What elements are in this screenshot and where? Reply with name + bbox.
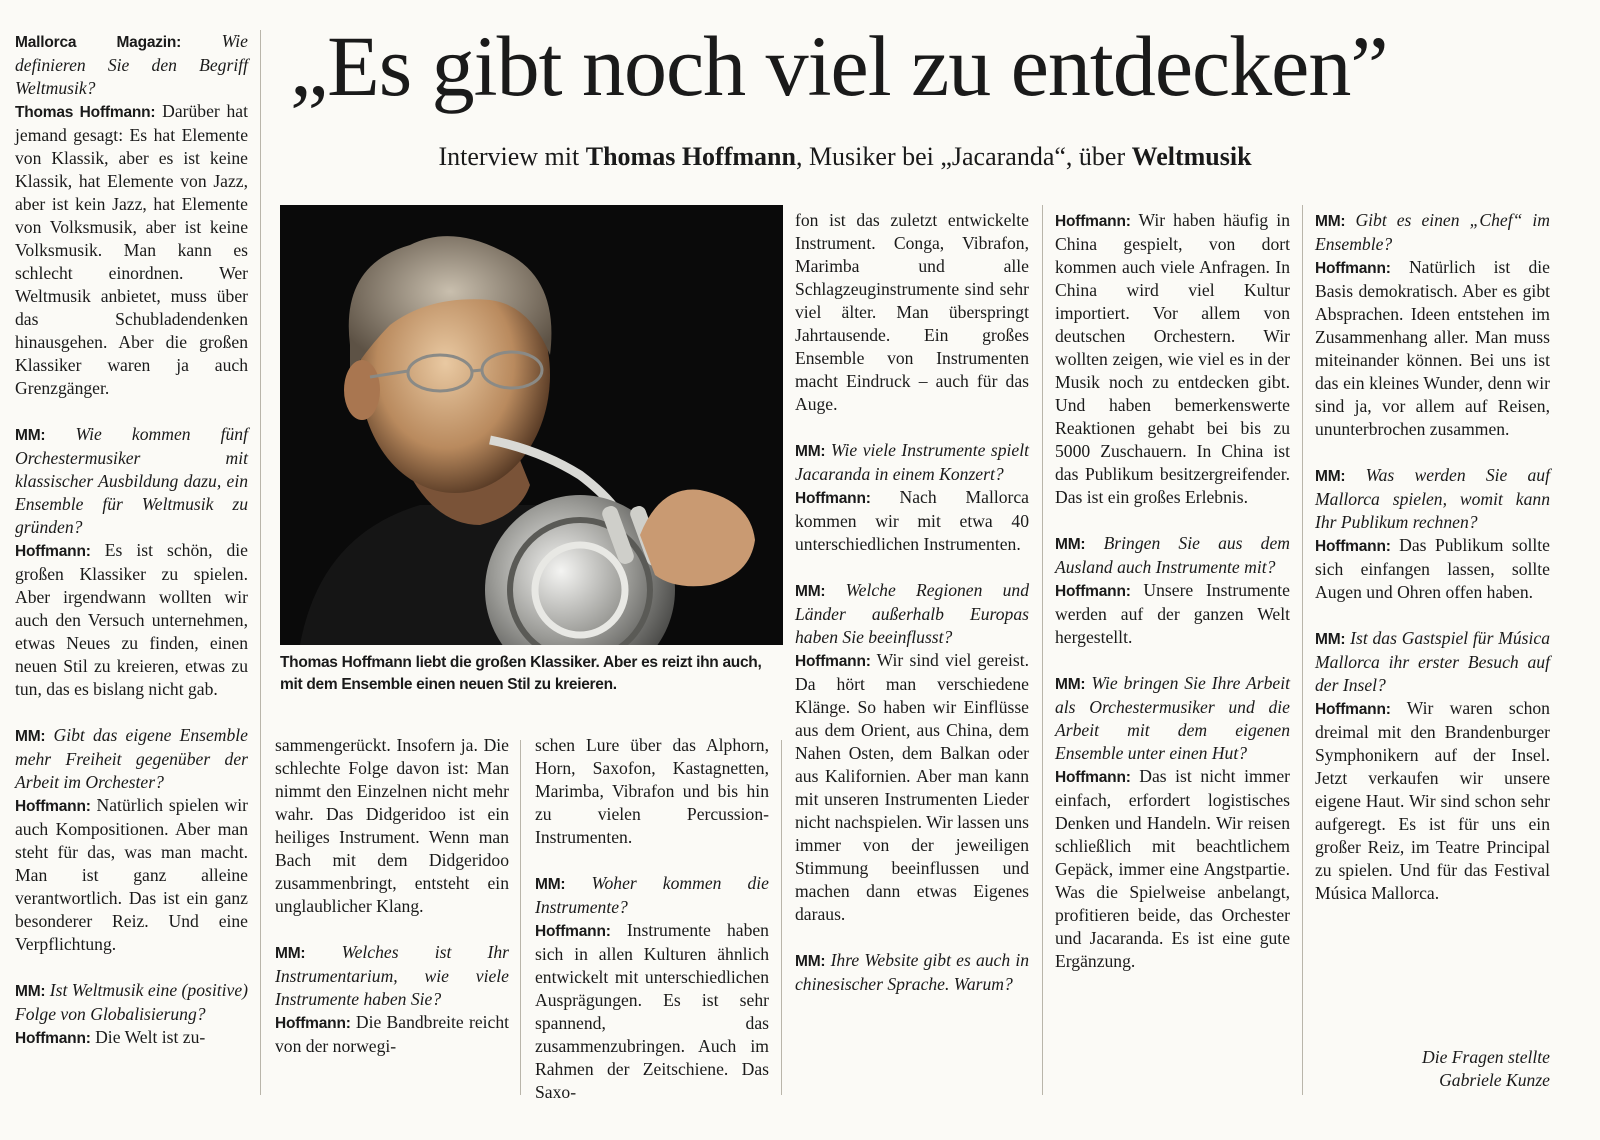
interview-answer [1315,697,1550,905]
paragraph-text: Wie definieren Sie den Begriff Weltmusik? [15,31,248,98]
text-column-3 [535,734,769,1104]
interview-answer [1055,765,1290,973]
speaker-label: Hoffmann: [1055,583,1131,600]
text-column-4 [795,209,1029,996]
paragraph-gap [275,918,509,941]
text-column-2 [275,734,509,1058]
paragraph-gap [1055,509,1290,532]
paragraph-text: Ihre Website gibt es auch in chinesischer Sprache. Warum? [795,950,1030,994]
column-rule [260,30,261,1095]
paragraph-text: Was werden Sie auf Mallorca spielen, womit kann Ihr Publikum rechnen? [1315,465,1550,532]
byline-line-2: Gabriele Kunze [1439,1070,1550,1090]
interview-question [1315,627,1550,697]
interview-answer [275,734,509,918]
byline [1315,1046,1550,1092]
speaker-label: Hoffmann: [1315,538,1391,555]
speaker-label: Hoffmann: [15,543,91,560]
interview-answer [535,734,769,849]
paragraph-gap [535,849,769,872]
speaker-label: MM: [15,983,46,1000]
interview-question [1315,464,1550,534]
speaker-label: Hoffmann: [15,1030,91,1047]
paragraph-text: Wir sind viel gereist. Da hört man verschiedene Klänge. So haben wir Einflüsse aus dem Orient, aus China, dem Nahen Osten, dem Balkan oder aus Kalifornien. Aber man kann mit unseren Instrumenten Lieder nicht nachspielen. Wir lassen uns immer von der jeweiligen Stimmung beeinflussen und machen dann etwas Eigenes daraus. [795,650,1029,924]
paragraph-text: Gibt das eigene Ensemble mehr Freiheit gegenüber der Arbeit im Orchester? [15,725,248,792]
column-rule [1302,205,1303,1095]
interview-answer [535,919,769,1104]
paragraph-text: Gibt es einen „Chef“ im Ensemble? [1315,210,1550,254]
interview-answer [1055,209,1290,509]
paragraph-text: Wie kommen fünf Orchestermusiker mit klassischer Ausbildung dazu, ein Ensemble für Weltmusik zu gründen? [15,424,248,537]
speaker-label: Hoffmann: [795,490,871,507]
paragraph-text: schen Lure über das Alphorn, Horn, Saxofon, Kastagnetten, Marimba, Vibrafon und bis hin zu vielen Percussion-Instrumenten. [535,735,769,847]
paragraph-text: Wir haben häufig in China gespielt, von dort kommen auch viele Anfragen. In China wird viel Kultur importiert. Vor allem von deutschen Orchestern. Wir wollten zeigen, wie viel es in der Musik noch zu entdecken gibt. Und haben bemerkenswerte Reaktionen gehabt bei bis zu 5000 Zuschauern. In China ist das Publikum besitzergreifender. Das ist ein großes Erlebnis. [1055,210,1290,507]
interview-answer [15,1026,248,1050]
interview-question [15,724,248,794]
subline-pre: Interview mit [438,142,586,171]
speaker-label: MM: [1315,213,1346,230]
interview-answer [15,100,248,400]
musician-with-horn-image [280,205,783,645]
speaker-label: MM: [795,953,826,970]
paragraph-text: Instrumente haben sich in allen Kulturen ähnlich entwickelt mit unterschiedlichen Ausprägungen. Es ist sehr spannend, das zusammenzubringen. Auch im Rahmen der Zeitschiene. Das Saxo- [535,920,769,1102]
interview-question [535,872,769,919]
paragraph-gap [795,416,1029,439]
paragraph-gap [1315,604,1550,627]
paragraph-text: Wir waren schon dreimal mit den Brandenburger Symphonikern auf der Insel. Jetzt verkaufen wir unsere eigene Haut. Wir sind schon sehr aufgeregt. Es ist für uns ein großer Reiz, im Teatre Principal zu spielen. Und für das Festival Música Mallorca. [1315,698,1550,903]
paragraph-gap [15,701,248,724]
paragraph-gap [1055,649,1290,672]
paragraph-text: Ist das Gastspiel für Música Mallorca ihr erster Besuch auf der Insel? [1315,628,1551,695]
paragraph-text: sammengerückt. Insofern ja. Die schlechte Folge davon ist: Man nimmt den Einzelnen nicht mehr wahr. Das Didgeridoo ist ein heiliges Instrument. Wenn man Bach mit dem Didgeridoo zusammenbringt, entsteht ein unglaublicher Klang. [275,735,509,916]
speaker-label: Hoffmann: [1055,769,1131,786]
speaker-label: MM: [1315,631,1346,648]
paragraph-text: Natürlich ist die Basis demokratisch. Aber es gibt Absprachen. Ideen entstehen im Zusammenhang aller. Man muss miteinander können. Bei uns ist das ein kleines Wunder, denn wir sind ja, vor allem auf Reisen, ununterbrochen zusammen. [1315,257,1550,439]
interview-answer [1315,256,1550,441]
speaker-label: MM: [15,427,46,444]
paragraph-text: Wie viele Instrumente spielt Jacaranda in einem Konzert? [795,440,1029,484]
paragraph-text: Darüber hat jemand gesagt: Es hat Elemente von Klassik, aber es ist keine Klassik, hat Elemente von Jazz, aber ist kein Jazz, hat Elemente von Volksmusik, aber ist keine Volksmusik. Man kann es schlecht einordnen. Wer Weltmusik anbietet, muss über das Schubladendenken hinausgehen. Aber die großen Klassiker waren ja auch Grenzgänger. [15,101,248,398]
column-rule [520,740,521,1095]
paragraph-text: Nach Mallorca kommen wir mit etwa 40 unterschiedlichen Instrumenten. [795,487,1029,554]
column-rule [781,740,782,1095]
interview-question [795,439,1029,486]
speaker-label: Hoffmann: [1315,701,1391,718]
interview-answer [1055,579,1290,649]
interview-answer [795,209,1029,416]
text-column-5 [1055,209,1290,973]
interview-answer [795,649,1029,926]
portrait-photo [280,205,783,645]
interview-question [15,979,248,1026]
interview-question [1055,672,1290,765]
paragraph-text: Woher kommen die Instrumente? [535,873,769,917]
speaker-label: MM: [1315,468,1346,485]
speaker-label: Hoffmann: [1315,260,1391,277]
speaker-label: Hoffmann: [275,1015,351,1032]
paragraph-gap [1315,441,1550,464]
interview-question [1315,209,1550,256]
byline-line-1: Die Fragen stellte [1421,1047,1550,1067]
speaker-label: Hoffmann: [535,923,611,940]
interview-question [275,941,509,1011]
interview-question [15,423,248,539]
speaker-label: MM: [15,728,46,745]
paragraph-text: Unsere Instrumente werden auf der ganzen Welt hergestellt. [1055,580,1290,647]
paragraph-text: Welche Regionen und Länder außerhalb Europas haben Sie beeinflusst? [795,580,1030,647]
interview-answer [1315,534,1550,604]
paragraph-text: Die Bandbreite reicht von der norwegi- [275,1012,510,1056]
speaker-label: Hoffmann: [15,798,91,815]
speaker-label: Hoffmann: [795,653,871,670]
photo-caption: Thomas Hoffmann liebt die großen Klassiker. Aber es reizt ihn auch, mit dem Ensemble einen neuen Stil zu kreieren. [280,654,762,693]
subline-mid: , Musiker bei „Jacaranda“, über [795,142,1132,171]
interview-question [795,949,1029,996]
interview-question [795,579,1029,649]
speaker-label: MM: [275,945,306,962]
speaker-label: MM: [535,876,566,893]
paragraph-text: Ist Weltmusik eine (positive) Folge von Globalisierung? [15,980,249,1024]
headline: „Es gibt noch viel zu entdecken” [290,18,1388,114]
paragraph-text: fon ist das zuletzt entwickelte Instrument. Conga, Vibrafon, Marimba und alle Schlagzeuginstrumente sind sehr viel älter. Man überspringt Jahrtausende. Ein großes Ensemble von Instrumenten macht Eindruck – auch für das Auge. [795,210,1029,414]
speaker-label: MM: [795,583,826,600]
subline-name: Thomas Hoffmann [585,142,796,171]
speaker-label: Thomas Hoffmann: [15,104,156,121]
paragraph-gap [15,956,248,979]
paragraph-text: Es ist schön, die großen Klassiker zu spielen. Aber irgendwann wollten wir auch den Versuch unternehmen, etwas Neues zu finden, einen neuen Stil zu kreieren, etwas zu tun, das es bislang nicht gab. [15,540,248,699]
interview-question [15,30,248,100]
paragraph-text: Wie bringen Sie Ihre Arbeit als Orchestermusiker und die Arbeit mit dem eigenen Ensemble unter einen Hut? [1055,673,1290,763]
paragraph-text: Welches ist Ihr Instrumentarium, wie viele Instrumente haben Sie? [275,942,510,1009]
speaker-label: Mallorca Magazin: [15,34,182,51]
text-column-1 [15,30,248,1050]
paragraph-text: Bringen Sie aus dem Ausland auch Instrumente mit? [1055,533,1290,577]
subline [280,140,1410,174]
paragraph-text: Das Publikum sollte sich einfangen lassen, sollte Augen und Ohren offen haben. [1315,535,1550,602]
paragraph-text: Natürlich spielen wir auch Kompositionen. Aber man steht für das, was man macht. Man ist ganz alleine verantwortlich. Das ist ein ganz besonderer Reiz. Und eine Verpflichtung. [15,795,248,954]
interview-answer [15,539,248,701]
subline-topic: Weltmusik [1131,142,1252,171]
interview-answer [275,1011,509,1058]
speaker-label: MM: [1055,676,1086,693]
paragraph-gap [795,926,1029,949]
speaker-label: MM: [1055,536,1086,553]
speaker-label: Hoffmann: [1055,213,1131,230]
paragraph-text: Das ist nicht immer einfach, erfordert logistisches Denken und Handeln. Wir reisen schließlich mit beachtlichem Gepäck, immer eine Angstpartie. Was die Spielweise anbelangt, profitieren beide, das Orchester und Jacaranda. Es ist eine gute Ergänzung. [1055,766,1290,971]
interview-question [1055,532,1290,579]
text-column-6 [1315,209,1550,905]
paragraph-text: Die Welt ist zu- [95,1027,206,1047]
paragraph-gap [15,400,248,423]
column-rule [1042,205,1043,1095]
interview-answer [15,794,248,956]
paragraph-gap [795,556,1029,579]
interview-answer [795,486,1029,556]
speaker-label: MM: [795,443,826,460]
